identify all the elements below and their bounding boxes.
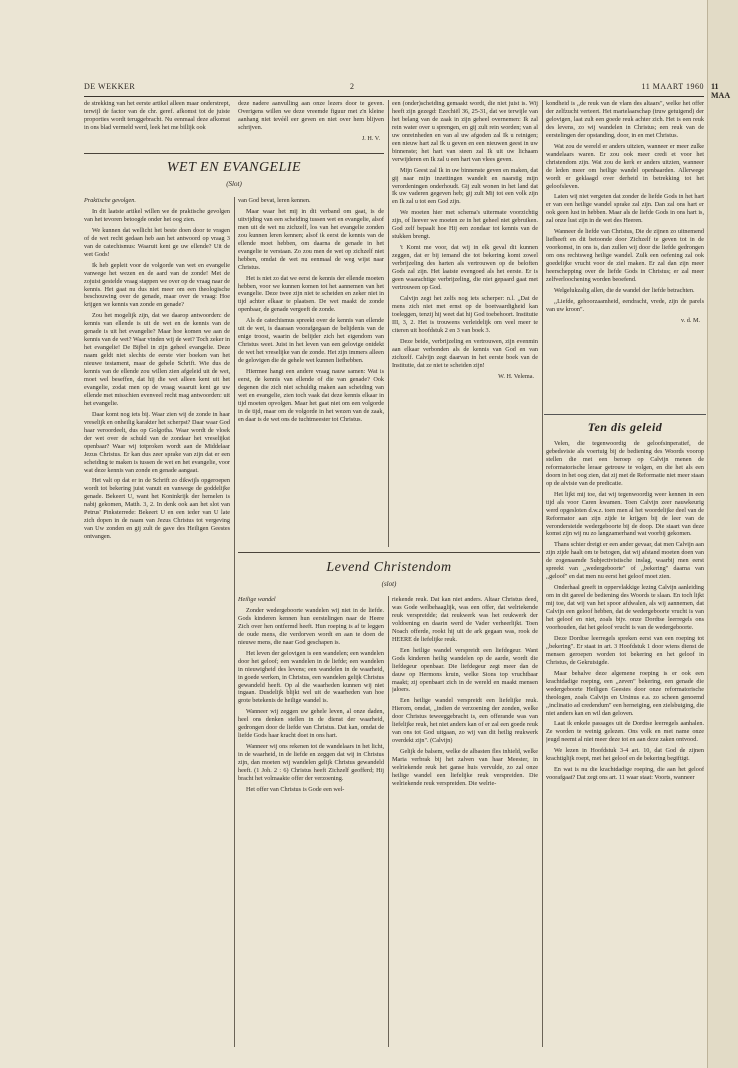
- box-rule: [544, 414, 706, 416]
- wet-paragraph: Welgelukzalig allen, die de wandel der liefde betrachten.: [554, 286, 695, 294]
- column-divider: [542, 100, 543, 1047]
- christendom-paragraph: Een heilige wandel verspreidt een liefelijke reuk. Hierom, omdat, ,,indien de verzoening der zonden, welke door Christus teweeggebracht is, een offerande was van liefelijke reuk, het niet anders kan of er zal een goede reuk van ons tot God uitgaan, zo wij van dit heilig reukwerk overdekt zijn". (Calvijn): [392, 697, 538, 745]
- christendom-paragraph: Wanneer wij ons rekenen tot de wandelaars in het licht, in de waarheid, in de liefde en zeggen dat wij in Christus zijn, dan moeten wij wandelen gelijk Christus gewandeld heeft. (1 Joh. 2 : 6) Christus heeft Zichzelf geofferd; Hij bracht het volmaakte offer der verzoening.: [238, 743, 384, 783]
- christendom-paragraph: Het leven der gelovigen is een wandelen; een wandelen door het geloof; een wandelen in de liefde; een wandelen in nieuwigheid des levens; een wandelen in de waarheid, in goede werken, in Christus, een wandelen gelijk Christus gewandeld heeft. Op al die waarheden kunnen wij niet ingaan. Dusdelijk blijkt wel uit de waarheden van hoe grote betekenis de heilige wandel is.: [238, 649, 384, 705]
- top-fragment-signature: J. H. V.: [361, 134, 380, 142]
- wet-paragraph: 't Komt me voor, dat wij in elk geval dit kunnen zeggen, dat er bij iemand die tot bekering komt zowel verbrijzeling des harten als vertrouwen op de beloften Gods zal zijn. Het laatste evengoed als het eerste. Er is geen waarachtige verbrijzeling, die niet gepaard gaat met vertrouwen op God.: [392, 244, 538, 291]
- wet-paragraph: Maar waar het mij in dit verband om gaat, is de uitvijding van een scheiding tussen wet en evangelie, alsof men uit de wet nu zichzelf, los van het evangelie zonden zou kunnen leren kennen; alsof ik eerst de kennis van de ellende moet hebben, om daarna de genade in het evangelie te verstaan. Zo zou men de wet op zichzelf niet hebben, omdat de wet nu eenmaal de weg wijst naar Christus.: [238, 207, 384, 271]
- wet-column-2: [238, 197, 384, 547]
- top-fragment-text-2: deze nadere aanvulling aan onze lezers door te geven. Overigens willen we deze vreemde figuur met z'n kleine aanhang niet tevéél eer geven en niet over hem blijven schrijven.: [238, 100, 384, 131]
- article-subtitle-wet: (Slot): [226, 180, 242, 188]
- next-page-header: 11 MAA: [711, 82, 731, 100]
- wet-section-head: Praktische gevolgen.: [84, 197, 136, 204]
- ten-dis-paragraph: Laat ik enkele passages uit de Dordtse leerregels aanhalen. Ze worden te weinig gelezen. Ons volk en met name onze jeugd neemt al niet meer deze tot en aan deze zaken ontvood.: [546, 720, 704, 744]
- column-divider: [388, 100, 389, 547]
- ten-dis-paragraph: We lezen in Hoofdstuk 3-4 art. 10, dat God de zijnen krachtiglijk roept, met het geloof en de bekering begiftigt.: [546, 747, 704, 763]
- next-page-edge: [707, 0, 738, 1068]
- wet-paragraph: van God bevat, leren kennen.: [238, 197, 311, 204]
- wet-paragraph: Ik heb gepleit voor de volgorde van wet en evangelie vanwege het wezen en de aard van de zonde! Met de zojuist gestelde vraag stappen we over op de vraag naar de kennis. Het gaat nu dus niet meer om een theologische beschouwing over de genade, maar over de vraag: Hoe krijgen we kennis van zonde en genade?: [84, 261, 230, 309]
- signature-vdm: v. d. M.: [680, 316, 700, 324]
- page-number: 2: [350, 82, 355, 91]
- wet-paragraph: Wat zou de wereld er anders uitzien, wanneer er meer zulke wandelaars waren. Er zou ook meer credi et voor het christendom zijn. Wat zou de kerk er anders uitzien, wanneer de leden meer om heilige wandel openbaarden. Allerwege wordt er geklaagd over derheid in betrekking tot het geloofsleven.: [546, 142, 704, 190]
- wet-paragraph: Daar komt nog iets bij. Waar zien wij de zonde in haar vreselijk en onheilig karakter het scherpst? Daar waar God haar veroordeelt, dus op Golgotha. Waar wordt de vloek der wet over de schuld van de zondaar het vreselijkst openbaar? Waar wij totproken wordt aan de Middelaar Jezus Christus. Er kan dus zeer sprake van zijn dat er een scheiding te maken is tussen de wet en het evangelie, voor wat deze kennis van zonde en genade aangaat.: [84, 410, 230, 474]
- christendom-continued-column: [546, 100, 704, 412]
- wet-paragraph: ,,Liefde, gehoorzaamheid, eendracht, vrede, zijn de parels van uw kroon".: [546, 297, 704, 313]
- wet-paragraph: Het is niet zo dat we eerst de kennis der ellende moeten hebben, voor we kunnen komen tot het aannemen van het evangelie. Deze twee zijn niet te scheiden en zeker niet in tijd achter elkaar te plaatsen. De wet maakt de zonde openbaar, de genade vergeeft de zonde.: [238, 274, 384, 314]
- ten-dis-paragraph: Onderhaal greeft in oppervlakkige lezing Calvijn aanleiding om in dit gareel de bediening des Woords te slaan. En toch lijkt mij toe, dat wij van het spoor afdwalen, als wij aannemen, dat Calvijn een geloof hebben, dat de wedergeboorte vrucht is van het geloof en niet, zoals bijv. onze Dordtse leerregels ons voorhouden, dat het geloof vrucht is van de wedergeboorte.: [546, 584, 704, 631]
- wet-paragraph: Hiermee hangt een andere vraag nauw samen: Wat is eerst, de kennis van ellende of die van genade? Ook degenen die zich niet schuldig maken aan scheiding van wet en evangelie, zien toch vaak dat deze kennis elkaar in tijd moeten opvolgen. Maar het gaat niet om een volgorde in de tijd, maar om de volgorde in het wezen van de zaak, en daar is de wet ons de tuchtmeester tot Christus.: [238, 368, 384, 423]
- ten-dis-paragraph: Deze Dordtse leerregels spreken eerst van een roeping tot ,,bekering". Er staat in art. 3 Hoofdstuk 1 door wiens dienst de mensen geroepen worden tot bekering en het geloof in Christus, de Gekruisigde.: [546, 634, 704, 666]
- ten-dis-paragraph: Maar behalve deze algemene roeping is er ook een krachtdadige roeping, een ,,zeven" bekering, een genade die wedergeboorte Heiligen Geestes door onze reformatorische theologen, zoals Calvijn en Ursinus e.a. zo scheen genoemd ,,inclinatio ad credendum" een herneiging, een zielsbuiging, die niet anders kan en wil dan geloven.: [546, 669, 704, 717]
- masthead: [84, 80, 704, 97]
- wet-paragraph: Het valt op dat er in de Schrift zo dikwijls opgeroepen wordt tot bekering juist vanuit en vanwege de goddelijke genade. Bekeert U, want het Koninkrijk der hemelen is nabij gekomen, Matth. 3, 2. In denk ook aan het slot van Petrus' Pinksterrede: Bekeert U en een ieder van U late zich dopen in de naam van Jezus Christus tot vergeving van Uw zonden en gij zult de gave des Heiligen Geestes ontvangen.: [84, 477, 230, 541]
- wet-paragraph: Laten wij niet vergeten dat zonder de liefde Gods in het hart er van een heilige wandel sprake zal zijn. Dan zal ons hart er ook geen lust in hebben. Maar als de liefde Gods in ons hart is, zal onze lust zijn in de wet des Heeren.: [546, 193, 704, 225]
- ten-dis-column: [546, 440, 704, 1047]
- column-divider: [234, 197, 235, 1047]
- wet-paragraph: Mijn Geest zal Ik in uw binnenste geven en maken, dat gij naar mijn inzettingen wandelt en naarstig mijn verordeningen onderhoudt. Gij zult wonen in het land dat Ik uw vaderen gegeven heb; gij zult Mij tot een volk zijn en Ik zal u tot een God zijn.: [392, 166, 538, 206]
- wet-paragraph: Als de catechismus spreekt over de kennis van ellende uit de wet, is daaraan voorafgegaan de belijdenis van de enige troost, waarin de belijder zich het eigendom van Christus weet. Juist in het leven van een gelovige ontdekt de wet het vreselijke van de zonde. Het zijn immers alleen de gelovigen die de gehele wet kunnen liefhebben.: [238, 317, 384, 365]
- article-subtitle-christendom: (slot): [381, 580, 397, 588]
- article-title-ten-dis-geleid: Ten dis geleid: [587, 420, 663, 434]
- christendom-paragraph: Een heilige wandel verspreidt een liefdegeur. Want Gods kinderen heilig wandelen op de aarde, wordt die liefdegeur openbaar. Die liefdegeur zegt meer dan de dauw op Hermons kruin, welke Sions top vruchtbaar maakt; zij openbaart zich in de wereld en maakt mensen jaloers.: [392, 646, 538, 694]
- top-fragment-text-1: de strekking van het eerste artikel alleen maar onderstrept, terwijl de factor van de chr. geref. afkomst tot de juiste proporties wordt teruggebracht. Nu eenmaal deze afkomst in ons blad vermeld werd, leek het me billijk ook: [84, 100, 230, 131]
- column-divider: [388, 596, 389, 1047]
- wet-paragraph: Deze beide, verbrijzeling en vertrouwen, zijn evenmin aan elkaar verbonden als de kennis van God en van zichzelf. Calvijn zegt daarvan in het eerste boek van de Institutie, dat ze niet te scheiden zijn!: [392, 337, 538, 369]
- christendom-column-1: [238, 596, 384, 1047]
- wet-paragraph: Zou het mogelijk zijn, dat we daarop antwoorden: de kennis van ellende is uit de wet en de kennis van de genade is uit het evangelie? Maar hoe komen we aan de kennis van de wet? Waar vinden wij de wet? Toch zeker in het evangelie! De Bijbel in zijn geheel evangelie. Deze naam geldt niet slechts de eerste vier boeken van het nieuwe testament, maar de gehele Schrift. Wie dus de kennis van de ellende zou willen zien afgeleid uit de wet, moet wel beseffen, dat hij die wet alleen kent uit het evangelie, zodat men op de vraag waaruit kent ge uw ellende met misschien evenveel recht mag antwoorden: uit het evangelie.: [84, 312, 230, 407]
- wet-paragraph: kondheid is ,,de reuk van de vlam des altaars", welke het offer der zelfzucht verteert. Het martelaarschap (truw getuigend) der gelovigen, laat zult een goede reuk achter zich. Het is een reuk des levens, zo wij wandelen in Christus; een reuk van de eerstelingen der opstanding, door, in en met Christus.: [546, 100, 704, 139]
- article-title-levend-christendom: Levend Christendom: [326, 560, 452, 575]
- christendom-paragraph: Het offer van Christus is Gode een wel-: [246, 785, 345, 793]
- article-title-wet-en-evangelie: WET EN EVANGELIE: [166, 160, 302, 175]
- top-fragment-col1: [84, 100, 230, 152]
- wet-paragraph: We moeten hier met schema's uitermate voorzichtig zijn, of lieever we moeten ze in het geheel niet gebruiken. God zelf bepaalt hoe Hij een zondaar tot kennis van de stukken brengt.: [392, 209, 538, 241]
- top-fragment-col2: [238, 100, 384, 152]
- christendom-paragraph: Gelijk de balsem, welke de albasten fles inhield, welke Maria verbrak bij het zalven van haar Meester, in welriekende reuk het ganse huis vervulde, zo zal onze heilige wandel een liefelijke reuk verspreiden. Die welriekende reuk verspreiden. Die welrie-: [392, 748, 538, 787]
- christendom-paragraph: Wanneer wij zeggen uw gehele leven, al onze daden, heel ons denken stellen in de dienst der waarheid, gedrongen door de liefde van Christus. Dat kan, omdat de liefde Gods haar kracht doet in ons hart.: [238, 708, 384, 740]
- ten-dis-paragraph: Thans schier dreigt er een ander gevaar, dat men Calvijn aan zijn zijde haalt om te betogen, dat wij afstand moeten doen van de zogenaamde Subjectivistische inslag, waarbij men eerst spreekt van ,,wedergeboorte" of ,,bekering" daarna van ,,geloof" en dat men nu eerst het geloof moet zien.: [546, 541, 704, 581]
- wet-paragraph: Calvijn zegt het zelfs nog iets scherper: n.l. ,,Dat de mens zich niet met ernst op de boetvaardigheid kan toeleggen, tenzij hij weet dat hij God toebehoort. Institutie III, 3, 2. Het is trouwens verleidelijk om veel meer te citeren uit hoofdstuk 2 en 3 van boek 3.: [392, 294, 538, 334]
- christendom-paragraph: Zonder wedergeboorte wandelen wij niet in de liefde. Gods kinderen kennen hun eerstelingen naar de Heere Zich over hen ontfermd heeft. Hun roeping is af te leggen de oude mens, die verdorven wordt en aan te doen de nieuwe mens, die naar God geschapen is.: [238, 606, 384, 646]
- christendom-column-2: [392, 596, 538, 1047]
- top-fragment-rule: [84, 153, 384, 154]
- christendom-paragraph: riekende reuk. Dat kan niet anders. Altaar Christus deed, was Gode welbehaaglijk, was een offer, dat welriekende reuk verspreidde; dat reukwerk was het reukwerk der voldoening en daarin werd de Vader verheerlijkt. Toen Noach offerde, rookt hij uit de ark gegaan was, rook de HEERE de liefelijke reuk.: [392, 596, 538, 643]
- section-rule: [238, 552, 540, 553]
- wet-paragraph: In dit laatste artikel willen we de praktische gevolgen van het tevoren betoogde onder het oog zien.: [84, 207, 230, 223]
- wet-paragraph: een (onder)scheiding gemaakt wordt, die niet juist is. Wij heeft zijn gezegd: Ezechiël 36, 25-31, dat we terwijle van het belang van de zaak in zijn geheel overnemen: Ik zal rein water over u sprengen, en gij zult rein worden; van al uw onreinheden en van al uw afgoden zal Ik u reinigen; een nieuw hart zal Ik u geven en een nieuwen geest in uw binnenste; het hart van steen zal Ik uit uw lichaam verwijderen en Ik zal u een hart van vlees geven.: [392, 100, 538, 163]
- wet-column-1: [84, 197, 230, 1047]
- ten-dis-paragraph: Het lijkt mij toe, dat wij tegenwoordig weer kennen in een tijd als voor Caren kwamen. Toen Calvijn zeer nauwkeurig werd opgesloten d.w.z. toen men al het woordelijke deel van de Reformator aan zijn zijde te krijgen bij de leer van de verondersteide wedergeboorte bij de doop. Die staart van deze komst zijn wij nu zo langzamerhand wat voorbij gekomen.: [546, 490, 704, 538]
- christendom-section-head: Heilige wandel: [238, 596, 276, 603]
- wet-paragraph: We kunnen dat wellicht het beste doen door te vragen of de wet recht gedaan heb aan het antwoord op vraag 3 van de catechismus: Waaruit kent ge uw ellende? Uit de wet Gods!: [84, 226, 230, 258]
- issue-date: 11 MAART 1960: [641, 82, 704, 91]
- paper-name: DE WEKKER: [84, 82, 136, 91]
- wet-signature-velema: W. H. Velema.: [498, 372, 534, 380]
- wet-column-3: [392, 100, 538, 547]
- ten-dis-paragraph: Velen, die tegenwoordig de geloofsinperatief, de gebedsvisie als voertuig bij de bediening des Woords voorop stellen die met een beroep op Calvijn menen de reformatorische leraar getrouw te volgen, en die het als een doorn in het oog zien, dat zij met de Reformatie niet meer staan op de alvisie van de predicatie.: [546, 440, 704, 487]
- ten-dis-paragraph: En wat is nu die krachtdadige roeping, die aan het geloof voorafgaat? Dat zegt ons art. 11 waar staat: Voorts, wanneer: [546, 766, 704, 782]
- wet-paragraph: Wanneer de liefde van Christus, Die de zijnen zo uitnemend liefheeft en dit betoonde door Zichzelf te geven tot in de voorkomst, in ons is, dan zullen wij door die liefde gedrongen om ons rechtsweg heilige wandel. Zulk een oefening zal ook goedelijke vrucht voor de ziel maken. Er zal dan zijn meer heerschepping over de liefde Gods in Christus; er zal meer zelfverloochening worden beoefend.: [546, 228, 704, 284]
